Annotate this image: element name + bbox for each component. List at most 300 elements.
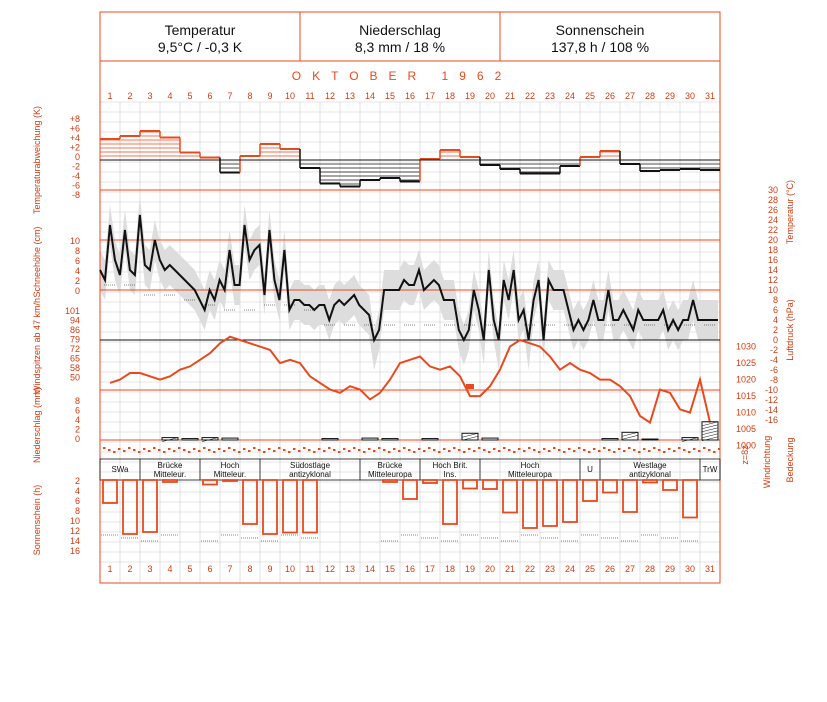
cover-dot [358,449,361,451]
tick-pressure: 1005 [736,424,757,435]
cover-dot [498,450,501,452]
cover-dot [693,448,696,450]
tick-temperature: -12 [764,395,778,405]
cover-dot [473,450,476,452]
day-label-top: 1 [107,91,113,101]
cover-dot [688,451,691,453]
cover-dot [348,450,351,452]
day-label-bottom: 26 [604,564,616,574]
tick-wind: 50 [69,372,80,383]
weather-type-label: antizyklonal [629,470,671,479]
day-label-bottom: 24 [564,564,576,574]
day-label-top: 9 [267,91,273,101]
day-label-bottom: 22 [524,564,536,574]
cover-dot [378,447,381,449]
cover-dot [248,450,251,452]
cover-dot [653,447,656,449]
cover-dot [138,451,141,453]
cover-dot [298,450,301,452]
tick-pressure: 1010 [736,407,757,418]
tick-anomaly: +2 [69,142,80,153]
cover-dot [113,451,116,453]
day-label-top: 29 [664,91,676,101]
cover-dot [633,449,636,451]
cover-dot [108,449,111,451]
sunshine-bar [143,480,157,532]
sunshine-bar [103,480,117,503]
tick-wind: 72 [69,344,80,354]
sunshine-bar [483,480,497,489]
day-label-top: 18 [444,91,456,101]
cover-dot [338,451,341,453]
tick-sun: 8 [74,506,80,516]
cover-dot [683,449,686,451]
tick-temperature: 4 [772,315,778,325]
tick-temperature: 28 [767,195,778,205]
cover-dot [648,450,651,452]
cover-dot [283,449,286,451]
header-precip-value: 8,3 mm / 18 % [354,39,446,55]
sunshine-bar [543,480,557,526]
cover-dot [223,450,226,452]
cover-dot [703,447,706,449]
cover-dot [418,448,421,450]
cover-dot [608,449,611,451]
day-label-top: 25 [584,91,596,101]
cover-dot [143,448,146,450]
tick-temperature: -10 [764,385,778,395]
cover-dot [438,451,441,453]
label-wind-direction: Windrichtung [762,435,772,489]
sunshine-bar [423,480,437,483]
cover-dot [423,450,426,452]
cover-dot [178,447,181,449]
day-label-bottom: 6 [207,564,213,574]
day-label-top: 10 [284,91,296,101]
day-label-bottom: 29 [664,564,676,574]
cover-dot [563,451,566,453]
tick-snow: 0 [74,286,80,296]
tick-temperature: 24 [767,215,778,225]
cover-dot [718,448,721,450]
day-label-top: 21 [504,91,516,101]
cover-dot [193,448,196,450]
tick-temperature: 0 [772,335,778,345]
tick-snow: 2 [74,276,80,286]
cover-dot [503,447,506,449]
day-label-top: 17 [424,91,436,101]
cover-dot [253,447,256,449]
cover-dot [303,447,306,449]
day-label-bottom: 30 [684,564,696,574]
precip-bar [602,439,618,440]
tick-temperature: -14 [764,405,778,415]
cover-dot [388,451,391,453]
cover-dot [598,450,601,452]
cover-dot [578,447,581,449]
tick-sun: 2 [74,476,80,486]
left-ticks [65,114,80,556]
tick-wind: 101 [64,306,80,316]
cover-dot [318,448,321,450]
day-label-top: 3 [147,91,153,101]
header-sun-label: Sonnenschein [555,22,645,38]
weather-type-label: U [587,465,593,474]
cover-dot [218,448,221,450]
day-label-top: 6 [207,91,213,101]
cover-dot [643,448,646,450]
cover-dot [203,447,206,449]
day-label-bottom: 28 [644,564,656,574]
tick-temperature: 30 [767,185,778,195]
cover-dot [398,450,401,452]
cover-dot [613,451,616,453]
day-label-top: 23 [544,91,556,101]
cover-dot [623,450,626,452]
cover-dot [588,451,591,453]
day-label-bottom: 25 [584,564,596,574]
cover-dot [538,451,541,453]
cover-dot [698,450,701,452]
day-label-top: 22 [524,91,536,101]
tick-pressure: 1000 [736,440,757,451]
cover-dot [188,451,191,453]
cover-dot [523,450,526,452]
day-label-bottom: 13 [344,564,356,574]
cover-dot [638,451,641,453]
cover-dot [458,449,461,451]
sunshine-bar [503,480,517,513]
cover-dot [273,450,276,452]
label-sun: Sonnenschein (h) [32,484,42,556]
weather-type-label: antizyklonal [289,470,331,479]
cover-dot [118,448,121,450]
cover-dot [373,450,376,452]
tick-wind: 65 [69,353,80,364]
day-label-top: 24 [564,91,576,101]
cover-dot [228,447,231,449]
day-label-bottom: 31 [704,564,716,574]
label-wind: Windspitzen ab 47 km/h [32,297,42,395]
tick-sun: 14 [69,536,80,546]
precip-bar [422,439,438,440]
tick-anomaly: -8 [71,190,80,200]
weather-type-label: Mitteleuropa [507,470,553,479]
cover-dot [403,447,406,449]
cover-dot [313,451,316,453]
cover-dot [493,448,496,450]
sunshine-bar [463,480,477,489]
cover-dot [433,449,436,451]
sunshine-bar [623,480,637,512]
sunshine-bar [223,480,237,481]
header-sun-value: 137,8 h / 108 % [550,39,650,55]
day-label-bottom: 14 [364,564,376,574]
weather-type-label: SWa [111,465,129,474]
tick-snow: 10 [69,236,80,246]
sunshine-bar [643,480,657,483]
weather-type-label: Westlage [633,461,667,470]
day-label-bottom: 20 [484,564,496,574]
tick-wind: 79 [69,334,80,345]
precip-bar [322,439,338,440]
day-labels-bottom [107,564,715,574]
day-label-top: 5 [187,91,193,101]
cover-dot [468,448,471,450]
weather-type-label: Hoch [520,461,540,470]
tick-temperature: 12 [767,275,778,285]
day-label-bottom: 12 [324,564,336,574]
tick-temperature: -6 [769,365,778,375]
pressure-marker [466,384,474,389]
day-label-bottom: 10 [284,564,296,574]
sunshine-bar [403,480,417,499]
tick-pressure: 1015 [736,391,757,402]
tick-temperature: 10 [767,285,778,295]
cover-dot [333,449,336,451]
tick-temperature: 22 [767,225,778,235]
day-label-bottom: 15 [384,564,396,574]
day-label-top: 26 [604,91,616,101]
cover-dot [713,451,716,453]
cover-dot [573,450,576,452]
cover-dot [123,450,126,452]
tick-precip: 2 [74,424,80,435]
day-label-bottom: 7 [227,564,233,574]
day-label-top: 28 [644,91,656,101]
cover-dot [533,449,536,451]
tick-temperature: 14 [767,265,778,275]
cover-dot [488,451,491,453]
tick-anomaly: +8 [69,114,80,124]
tick-precip: 8 [74,396,80,406]
cover-dot [163,451,166,453]
tick-sun: 12 [69,526,80,536]
cover-dot [428,447,431,449]
weather-type-label: Hoch Brit. [432,461,468,470]
tick-temperature: -8 [769,375,778,385]
cover-dot [103,447,106,449]
cover-dot [243,448,246,450]
sunshine-bar [263,480,277,534]
cover-dot [383,449,386,451]
cover-dot [183,449,186,451]
label-temperature: Temperatur (°C) [785,179,795,245]
cover-dot [568,448,571,450]
cover-dot [153,447,156,449]
tick-temperature: 18 [767,245,778,255]
cover-dot [213,451,216,453]
day-label-top: 20 [484,91,496,101]
day-label-top: 8 [247,91,253,101]
day-label-bottom: 11 [305,564,315,574]
tick-wind: 58 [69,363,80,373]
tick-temperature: 2 [772,325,778,335]
tick-pressure: 1025 [736,358,757,369]
sunshine-bar [663,480,677,490]
tick-pressure: 1030 [736,341,757,352]
tick-temperature: -4 [769,355,778,365]
day-label-bottom: 16 [404,564,416,574]
tick-temperature: 20 [767,235,778,245]
tick-temperature: 8 [772,295,778,305]
cover-dot [663,451,666,453]
cover-dot [208,449,211,451]
label-temp-anomaly: Temperaturabweichung (K) [32,105,42,215]
cover-dot [328,447,331,449]
day-label-top: 30 [684,91,696,101]
tick-pressure: 1020 [736,374,757,385]
cover-dot [668,448,671,450]
day-label-bottom: 23 [544,564,556,574]
weather-type-label: Mitteleur. [213,470,247,479]
day-label-top: 13 [344,91,356,101]
right-ticks [736,185,778,451]
chart-title: OKTOBER 1962 [291,69,513,83]
tick-temperature: 6 [772,305,778,315]
cover-dot [413,451,416,453]
cover-dot [278,447,281,449]
tick-temperature: -16 [764,415,778,425]
cover-dot [323,450,326,452]
sunshine-bar [303,480,317,533]
day-label-top: 7 [227,91,233,101]
precip-bar [642,439,658,440]
grid-lines [100,102,720,583]
cover-dot [158,449,161,451]
cover-dot [448,450,451,452]
range-bands [100,195,718,370]
tick-anomaly: +4 [69,133,80,143]
day-label-top: 31 [704,91,716,101]
day-label-bottom: 5 [187,564,193,574]
tick-anomaly: +6 [69,123,80,134]
cover-dot [508,449,511,451]
cover-dot [258,449,261,451]
weather-type-label: Brücke [157,461,183,470]
day-label-bottom: 9 [267,564,273,574]
header-temp-label: Temperatur [164,22,236,38]
tick-temperature: -2 [769,345,778,355]
cover-dot [293,448,296,450]
tick-anomaly: -4 [71,171,80,181]
day-label-top: 27 [624,91,636,101]
precip-bar [362,438,378,440]
cover-dot [168,448,171,450]
day-label-bottom: 4 [167,564,173,574]
day-label-bottom: 21 [504,564,516,574]
sunshine-bar [563,480,577,522]
cover-dot [393,448,396,450]
day-label-top: 4 [167,91,173,101]
weather-type-label: Brücke [377,461,403,470]
cover-dot [548,450,551,452]
weather-type-label: Mitteleuropa [367,470,413,479]
tick-anomaly: -2 [71,161,80,172]
cover-dot [408,449,411,451]
tick-precip: 6 [74,405,80,416]
cover-dot [543,448,546,450]
cover-dot [558,449,561,451]
cover-dot [343,448,346,450]
tick-sun: 16 [69,546,80,556]
cover-dot [553,447,556,449]
tick-wind: 86 [69,325,80,335]
cover-dot [198,450,201,452]
cover-dot [603,447,606,449]
cover-dot [308,449,311,451]
cover-dot [708,449,711,451]
header-temp-value: 9,5°C / -0,3 K [157,39,243,55]
cover-dot [233,449,236,451]
cover-dot [173,450,176,452]
tick-precip: 0 [74,434,80,444]
day-label-top: 11 [305,91,315,101]
day-label-top: 14 [364,91,376,101]
sunshine-bar [163,480,177,482]
cover-dot [678,447,681,449]
day-label-top: 15 [384,91,396,101]
sunshine-bar [383,480,397,482]
cover-dot [363,451,366,453]
sunshine-bar [523,480,537,528]
label-precip: Niederschlag (mm) [32,386,42,464]
cover-dot [288,451,291,453]
day-label-top: 19 [464,91,476,101]
cover-dot [513,451,516,453]
day-label-bottom: 17 [424,564,436,574]
day-label-bottom: 19 [464,564,476,574]
precip-bar [482,438,498,440]
cover-dot [518,448,521,450]
day-label-top: 2 [127,91,133,101]
cover-dot [148,450,151,452]
day-label-top: 12 [324,91,336,101]
precip-bar [222,438,238,440]
tick-sun: 6 [74,496,80,506]
tick-wind: 94 [69,315,80,326]
weather-type-label: TrW [702,465,718,474]
tick-snow: 4 [74,266,80,276]
weather-type-label: Ins. [443,470,457,479]
tick-snow: 8 [74,246,80,256]
temp-anomaly-bars [100,131,720,187]
sunshine-bar [123,480,137,534]
day-label-bottom: 8 [247,564,253,574]
cover-dot [128,447,131,449]
day-labels-top [107,91,715,101]
precip-bar [182,439,198,440]
cover-dot [463,451,466,453]
precip-bar [382,439,398,440]
cover-dot [368,448,371,450]
cover-dot [673,450,676,452]
label-snow: Schneehöhe (cm) [32,226,42,298]
sunshine-bar [583,480,597,501]
header-precip-label: Niederschlag [359,22,441,38]
cover-dot [133,449,136,451]
label-wind-small: z=8z [740,445,750,465]
tick-anomaly: -6 [71,180,80,191]
day-label-bottom: 1 [107,564,113,574]
day-label-bottom: 3 [147,564,153,574]
cover-dot [238,451,241,453]
tick-sun: 4 [74,486,80,496]
weather-type-label: Hoch [220,461,240,470]
weather-type-label: Mitteleur. [153,470,187,479]
label-cover: Bedeckung [785,437,795,483]
cover-dot [658,449,661,451]
